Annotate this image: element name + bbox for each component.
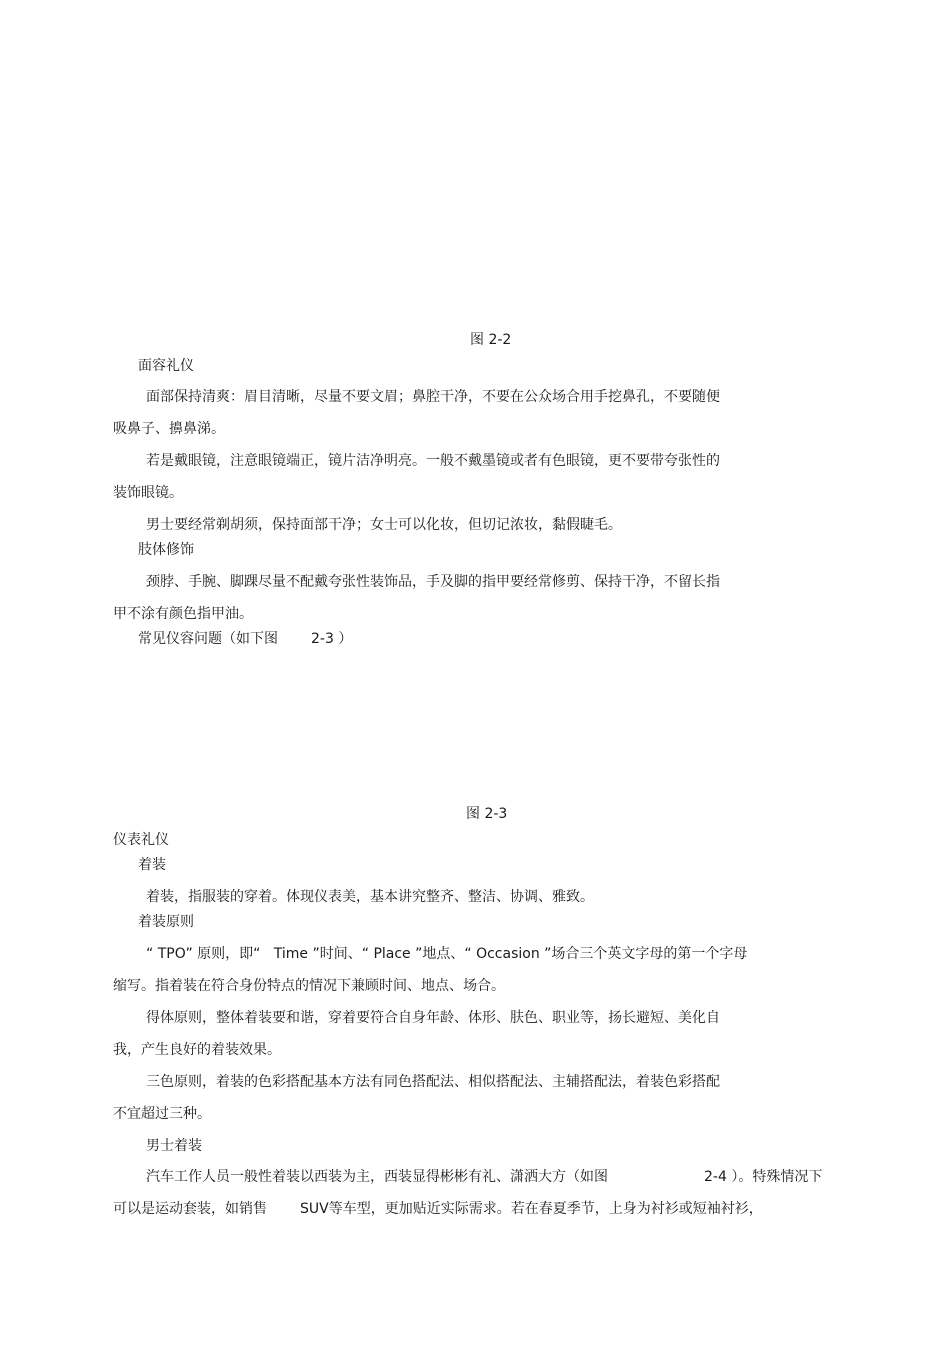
paragraph-line: 汽车工作人员一般性着装以西装为主，西装显得彬彬有礼、潇洒大方（如图 xyxy=(146,1169,608,1185)
section-heading-appearance: 仪表礼仪 xyxy=(113,832,169,848)
paragraph-line: 甲不涂有颜色指甲油。 xyxy=(113,606,253,622)
paragraph-line: 得体原则，整体着装要和谐，穿着要符合自身年龄、体形、肤色、职业等，扬长避短、美化自 xyxy=(146,1010,720,1026)
section-heading-principle: 着装原则 xyxy=(138,914,194,930)
paragraph-line: 不宜超过三种。 xyxy=(113,1106,211,1122)
paragraph-line: 可以是运动套装，如销售 xyxy=(113,1201,267,1217)
paragraph-line: 颈脖、手腕、脚踝尽量不配戴夸张性装饰品，手及脚的指甲要经常修剪、保持干净，不留长指 xyxy=(146,574,720,590)
section-heading-face: 面容礼仪 xyxy=(138,358,194,374)
section-heading-men: 男士着装 xyxy=(146,1138,202,1154)
paragraph-line: 面部保持清爽：眉目清晰，尽量不要文眉；鼻腔干净，不要在公众场合用手挖鼻孔，不要随便 xyxy=(146,389,720,405)
paragraph-line: SUV等车型，更加贴近实际需求。若在春夏季节，上身为衬衫或短袖衬衫， xyxy=(300,1201,763,1217)
paragraph-line: 男士要经常剃胡须，保持面部干净；女士可以化妆，但切记浓妆，黏假睫毛。 xyxy=(146,517,622,533)
section-heading-dress: 着装 xyxy=(138,857,166,873)
paragraph-line: 我，产生良好的着装效果。 xyxy=(113,1042,281,1058)
paragraph-line: 装饰眼镜。 xyxy=(113,485,183,501)
figure-caption-2-2: 图 2-2 xyxy=(470,332,512,348)
paragraph-line: 吸鼻子、擤鼻涕。 xyxy=(113,421,225,437)
paragraph-line: 缩写。指着装在符合身份特点的情况下兼顾时间、地点、场合。 xyxy=(113,978,505,994)
section-heading-limb: 肢体修饰 xyxy=(138,542,194,558)
paragraph-line: 2-3 ） xyxy=(311,631,353,647)
paragraph-line: 2-4 ）。特殊情况下 xyxy=(704,1169,823,1185)
paragraph-line: 若是戴眼镜，注意眼镜端正，镜片洁净明亮。一般不戴墨镜或者有色眼镜，更不要带夸张性的 xyxy=(146,453,720,469)
paragraph-line: “ TPO” 原则，即“ Time ”时间、“ Place ”地点、“ Occasion ”场合三个英文字母的第一个字母 xyxy=(146,946,748,962)
paragraph-line: 着装，指服装的穿着。体现仪表美，基本讲究整齐、整洁、协调、雅致。 xyxy=(146,889,594,905)
figure-caption-2-3: 图 2-3 xyxy=(466,806,508,822)
paragraph-line: 三色原则，着装的色彩搭配基本方法有同色搭配法、相似搭配法、主辅搭配法，着装色彩搭配 xyxy=(146,1074,720,1090)
paragraph-line: 常见仪容问题（如下图 xyxy=(138,631,278,647)
